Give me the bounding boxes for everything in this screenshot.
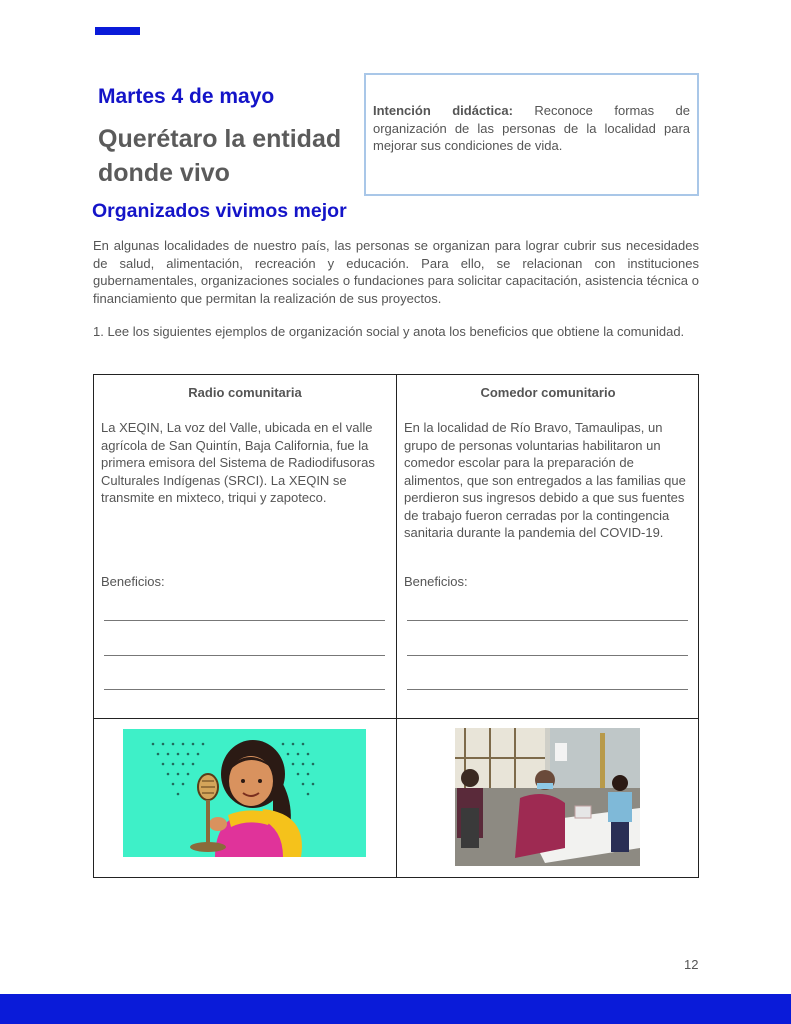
comedor-description: En la localidad de Río Bravo, Tamaulipas, un grupo de personas voluntarias habilitaron un comedor escolar para la preparación de alimentos, que son entregados a las familias que perdieron sus ingresos debido a que sus fuentes de trabajo fueron cerradas por la contingencia sanitaria durante la pandemia del COVID-19. xyxy=(404,420,686,540)
table-cell-comedor xyxy=(397,375,699,718)
page-title: Querétaro la entidad donde vivo xyxy=(98,125,342,187)
intent-label: Intención didáctica: xyxy=(373,103,513,118)
examples-table xyxy=(93,374,699,878)
radio-image-cell xyxy=(94,719,396,878)
radio-answer-line[interactable] xyxy=(104,620,385,621)
radio-answer-line[interactable] xyxy=(104,655,385,656)
radio-announcer-illustration xyxy=(123,729,366,857)
comedor-answer-line[interactable] xyxy=(407,689,688,690)
radio-answer-line[interactable] xyxy=(104,689,385,690)
radio-benefits-label: Beneficios: xyxy=(101,574,165,589)
date-heading: Martes 4 de mayo xyxy=(98,85,275,108)
comedor-answer-line[interactable] xyxy=(407,655,688,656)
comedor-header: Comedor comunitario xyxy=(480,385,616,400)
intent-box xyxy=(364,73,699,196)
comedor-benefits-label: Beneficios: xyxy=(404,574,468,589)
intro-paragraph: En algunas localidades de nuestro país, las personas se organizan para lograr cubrir sus necesidades de salud, alimentación, recreación y educación. Para ello, se relacionan con instituciones gubernamentales, organizaciones sociales o fundaciones para solicitar capacitación, asistencia técnica o financiamiento que permitan la realización de sus proyectos. xyxy=(93,238,699,306)
table-cell-radio xyxy=(94,375,396,718)
page-number: 12 xyxy=(684,957,699,972)
community-kitchen-photo xyxy=(455,728,640,866)
top-accent-bar xyxy=(95,27,140,35)
section-subtitle: Organizados vivimos mejor xyxy=(92,200,347,222)
bottom-accent-bar xyxy=(0,994,791,1024)
intent-text: Reconoce formas de organización de las personas de la localidad para mejorar sus condiciones de vida. xyxy=(373,103,690,153)
instruction-paragraph: 1. Lee los siguientes ejemplos de organización social y anota los beneficios que obtiene la comunidad. xyxy=(93,324,685,339)
comedor-answer-line[interactable] xyxy=(407,620,688,621)
radio-description: La XEQIN, La voz del Valle, ubicada en el valle agrícola de San Quintín, Baja California, fue la primera emisora del Sistema de Radiodifusoras Culturales Indígenas (SRCI). La XEQIN se transmite en mixteco, triqui y zapoteco. xyxy=(101,420,375,505)
radio-header: Radio comunitaria xyxy=(188,385,302,400)
comedor-image-cell xyxy=(397,719,699,878)
